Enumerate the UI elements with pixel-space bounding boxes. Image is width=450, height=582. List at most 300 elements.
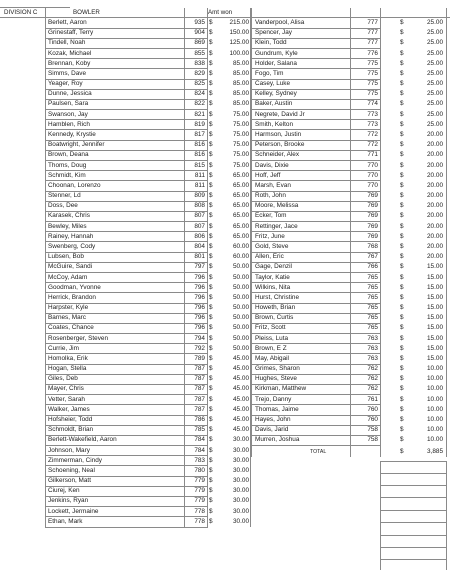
right-row	[0, 120, 450, 130]
amount-won: 125.00	[229, 39, 249, 47]
score: 769	[367, 212, 378, 220]
bowler-name: Berlett-Wakefield, Aaron	[48, 436, 117, 444]
dollar-sign: $	[209, 385, 213, 393]
bowler-name: Tindell, Noah	[48, 39, 86, 47]
bowler-name: Brennan, Koby	[48, 59, 91, 67]
dollar-sign: $	[209, 354, 213, 362]
dollar-sign: $	[209, 59, 213, 67]
bowler-name: Paulsen, Sara	[48, 100, 89, 108]
bowler-name: Brown, E Z	[255, 344, 287, 352]
score: 829	[194, 69, 205, 77]
amount-won: 65.00	[233, 171, 249, 179]
dollar-sign: $	[209, 497, 213, 505]
score: 769	[367, 202, 378, 210]
amount-won: 45.00	[233, 405, 249, 413]
score: 808	[194, 202, 205, 210]
bowler-name: Karasek, Chris	[48, 212, 90, 220]
score: 765	[367, 324, 378, 332]
division-label: DIVISION C	[4, 9, 38, 16]
bowler-name: Ethan, Mark	[48, 517, 83, 525]
amount-won: 30.00	[233, 487, 249, 495]
dollar-sign: $	[400, 49, 404, 57]
score: 768	[367, 242, 378, 250]
bowler-name: Wilkins, Nita	[255, 283, 291, 291]
dollar-sign: $	[209, 39, 213, 47]
right-row	[0, 384, 450, 394]
amount-won: 15.00	[427, 344, 443, 352]
bowler-name: Vetter, Sarah	[48, 395, 85, 403]
amount-won: 65.00	[233, 212, 249, 220]
bowler-name: Schneider, Alex	[255, 151, 300, 159]
dollar-sign: $	[400, 395, 404, 403]
empty-grid-rule	[380, 473, 446, 474]
left-col-divider	[184, 8, 185, 527]
score: 763	[367, 334, 378, 342]
empty-grid-rule	[380, 522, 446, 523]
right-row	[0, 435, 450, 445]
score: 801	[194, 253, 205, 261]
bowler-name: Schmoldt, Brian	[48, 426, 94, 434]
amount-won: 30.00	[233, 436, 249, 444]
amount-won: 10.00	[427, 416, 443, 424]
bowler-name: Mayer, Chris	[48, 385, 84, 393]
bowler-name: Thoms, Doug	[48, 161, 87, 169]
score: 778	[194, 507, 205, 515]
bowler-name: Murren, Joshua	[255, 436, 300, 444]
bowler-name: Smith, Kelton	[255, 120, 294, 128]
amount-won: 75.00	[233, 120, 249, 128]
score: 774	[367, 100, 378, 108]
dollar-sign: $	[209, 324, 213, 332]
right-row	[0, 171, 450, 181]
amount-won: 25.00	[427, 19, 443, 26]
amount-won: 25.00	[427, 39, 443, 47]
bowler-name: Herrick, Brandon	[48, 293, 96, 301]
right-row	[0, 344, 450, 354]
dollar-sign: $	[400, 375, 404, 383]
right-row	[0, 354, 450, 364]
dollar-sign: $	[209, 477, 213, 485]
amount-won: 65.00	[233, 222, 249, 230]
amount-won: 65.00	[233, 181, 249, 189]
dollar-sign: $	[400, 426, 404, 434]
bowler-name: Schmidt, Kim	[48, 171, 86, 179]
score: 794	[194, 334, 205, 342]
amount-won: 10.00	[427, 405, 443, 413]
score: 762	[367, 385, 378, 393]
bowler-name: Holder, Salana	[255, 59, 297, 67]
right-row	[0, 222, 450, 232]
right-row	[0, 334, 450, 344]
amount-won: 85.00	[233, 90, 249, 98]
dollar-sign: $	[400, 416, 404, 424]
bowler-name: Harmson, Justin	[255, 130, 302, 138]
dollar-sign: $	[400, 273, 404, 281]
score: 771	[367, 151, 378, 159]
dollar-sign: $	[400, 436, 404, 444]
dollar-sign: $	[209, 375, 213, 383]
score: 785	[194, 426, 205, 434]
score: 770	[367, 161, 378, 169]
bowler-name: Dunne, Jessica	[48, 90, 92, 98]
dollar-sign: $	[209, 222, 213, 230]
score: 776	[367, 49, 378, 57]
dollar-sign: $	[209, 283, 213, 291]
bowler-name: Davis, Dixie	[255, 161, 289, 169]
right-row	[0, 252, 450, 262]
amount-won: 45.00	[233, 416, 249, 424]
score: 775	[367, 59, 378, 67]
score: 760	[367, 405, 378, 413]
score: 762	[367, 375, 378, 383]
score: 777	[367, 29, 378, 37]
score: 758	[367, 426, 378, 434]
amount-won: 15.00	[427, 354, 443, 362]
score: 758	[367, 436, 378, 444]
score: 765	[367, 283, 378, 291]
bowler-name: Kozak, Michael	[48, 49, 92, 57]
amount-won: 30.00	[233, 517, 249, 525]
amount-won: 50.00	[233, 334, 249, 342]
bowler-name: Lubsen, Bob	[48, 253, 84, 261]
right-col-divider	[380, 8, 381, 457]
dollar-sign: $	[209, 365, 213, 373]
bowler-name: Vanderpool, Alisa	[255, 19, 305, 26]
right-row	[0, 415, 450, 425]
dollar-sign: $	[209, 314, 213, 322]
amount-won: 25.00	[427, 80, 443, 88]
left-row	[0, 466, 450, 476]
dollar-sign: $	[209, 242, 213, 250]
amount-won: 50.00	[233, 314, 249, 322]
amount-won: 45.00	[233, 375, 249, 383]
dollar-sign: $	[400, 161, 404, 169]
right-row	[0, 38, 450, 48]
right-row	[0, 273, 450, 283]
total-amount: 3,885	[427, 447, 443, 455]
bowler-name: Walker, James	[48, 405, 90, 413]
bowler-name: Davis, Jarid	[255, 426, 289, 434]
dollar-sign: $	[209, 192, 213, 200]
amount-won: 75.00	[233, 161, 249, 169]
amount-won: 15.00	[427, 334, 443, 342]
bowler-name: Currie, Jim	[48, 344, 79, 352]
bowler-name: Klein, Todd	[255, 39, 287, 47]
amount-won: 150.00	[229, 29, 249, 37]
score: 773	[367, 110, 378, 118]
score: 796	[194, 304, 205, 312]
bowler-name: Gundrum, Kyle	[255, 49, 298, 57]
amount-won: 85.00	[233, 100, 249, 108]
score: 780	[194, 466, 205, 474]
score: 796	[194, 324, 205, 332]
dollar-sign: $	[209, 456, 213, 464]
dollar-sign: $	[209, 171, 213, 179]
right-row	[0, 18, 450, 28]
dollar-sign: $	[400, 314, 404, 322]
score: 824	[194, 90, 205, 98]
bowler-name: McGuire, Sandi	[48, 263, 93, 271]
score: 775	[367, 80, 378, 88]
amount-won: 20.00	[427, 192, 443, 200]
header-top-rule	[0, 7, 70, 8]
score: 796	[194, 273, 205, 281]
amount-won: 10.00	[427, 395, 443, 403]
bowler-name: Homolka, Erik	[48, 354, 88, 362]
score: 779	[194, 477, 205, 485]
bowler-name: May, Abigail	[255, 354, 289, 362]
dollar-sign: $	[400, 324, 404, 332]
dollar-sign: $	[400, 19, 404, 26]
right-col-divider	[446, 8, 447, 457]
amount-won: 75.00	[233, 151, 249, 159]
bowler-name: Peterson, Brooke	[255, 141, 305, 149]
score: 787	[194, 365, 205, 373]
bowler-name: Howeth, Brian	[255, 304, 296, 312]
bowler-name: Grimes, Sharon	[255, 365, 300, 373]
amount-won: 215.00	[229, 19, 249, 26]
amount-won: 25.00	[427, 90, 443, 98]
amount-won: 25.00	[427, 120, 443, 128]
amount-won: 20.00	[427, 171, 443, 179]
bowler-name: Harpster, Kyle	[48, 304, 89, 312]
amount-won: 25.00	[427, 59, 443, 67]
score: 765	[367, 293, 378, 301]
dollar-sign: $	[209, 29, 213, 37]
amount-won: 85.00	[233, 80, 249, 88]
dollar-sign: $	[209, 69, 213, 77]
bowler-name: Kelley, Sydney	[255, 90, 297, 98]
dollar-sign: $	[400, 293, 404, 301]
dollar-sign: $	[209, 334, 213, 342]
score: 817	[194, 130, 205, 138]
amount-won: 30.00	[233, 456, 249, 464]
score: 904	[194, 29, 205, 37]
dollar-sign: $	[209, 161, 213, 169]
dollar-sign: $	[400, 171, 404, 179]
right-row	[0, 49, 450, 59]
dollar-sign: $	[209, 90, 213, 98]
empty-grid-rule	[380, 497, 446, 498]
score: 779	[194, 487, 205, 495]
score: 778	[194, 517, 205, 525]
dollar-sign: $	[400, 242, 404, 250]
bowler-name: Berlett, Aaron	[48, 19, 87, 26]
right-row	[0, 99, 450, 109]
bowler-name: Hughes, Steve	[255, 375, 297, 383]
amount-won: 50.00	[233, 273, 249, 281]
right-row	[0, 130, 450, 140]
amount-won: 10.00	[427, 436, 443, 444]
empty-grid-rule	[380, 547, 446, 548]
score: 772	[367, 141, 378, 149]
bowler-name: Zimmerman, Cindy	[48, 456, 102, 464]
amount-won: 15.00	[427, 324, 443, 332]
score: 796	[194, 283, 205, 291]
dollar-sign: $	[400, 69, 404, 77]
amount-won: 65.00	[233, 192, 249, 200]
empty-grid-left	[380, 461, 381, 570]
bowler-name: Trejo, Danny	[255, 395, 292, 403]
dollar-sign: $	[209, 253, 213, 261]
amount-won: 20.00	[427, 141, 443, 149]
amount-won: 50.00	[233, 304, 249, 312]
bowler-name: Marsh, Evan	[255, 181, 291, 189]
score: 825	[194, 80, 205, 88]
right-row	[0, 161, 450, 171]
dollar-sign: $	[400, 222, 404, 230]
amount-won: 15.00	[427, 314, 443, 322]
dollar-sign: $	[400, 39, 404, 47]
bowler-name: Kennedy, Krystie	[48, 130, 96, 138]
bowler-name: Casey, Luke	[255, 80, 291, 88]
amount-won: 15.00	[427, 283, 443, 291]
dollar-sign: $	[209, 507, 213, 515]
score: 816	[194, 141, 205, 149]
bowler-name: Fogo, Tim	[255, 69, 284, 77]
bowler-name: Hayes, John	[255, 416, 291, 424]
score: 792	[194, 344, 205, 352]
bowler-name: Swanson, Jay	[48, 110, 88, 118]
score: 806	[194, 232, 205, 240]
amount-won: 10.00	[427, 375, 443, 383]
dollar-sign: $	[209, 151, 213, 159]
dollar-sign: $	[209, 426, 213, 434]
right-row	[0, 283, 450, 293]
bowler-name: Hurst, Christine	[255, 293, 300, 301]
score: 761	[367, 395, 378, 403]
score: 869	[194, 39, 205, 47]
amount-won: 15.00	[427, 273, 443, 281]
dollar-sign: $	[209, 293, 213, 301]
dollar-sign: $	[209, 120, 213, 128]
score: 762	[367, 365, 378, 373]
amount-won: 30.00	[233, 507, 249, 515]
left-row	[0, 486, 450, 496]
score: 777	[367, 19, 378, 26]
amount-won: 75.00	[233, 130, 249, 138]
score: 769	[367, 222, 378, 230]
empty-grid-rule	[380, 485, 446, 486]
dollar-sign: $	[400, 181, 404, 189]
dollar-sign: $	[209, 273, 213, 281]
bowler-name: Fritz, Scott	[255, 324, 286, 332]
header-rule	[0, 17, 450, 18]
empty-grid-rule	[380, 510, 446, 511]
amount-won: 25.00	[427, 69, 443, 77]
right-row	[0, 303, 450, 313]
dollar-sign: $	[400, 212, 404, 220]
amount-won: 20.00	[427, 181, 443, 189]
right-row	[0, 89, 450, 99]
amount-won: 20.00	[427, 202, 443, 210]
amount-won: 100.00	[229, 49, 249, 57]
dollar-sign: $	[209, 304, 213, 312]
score: 796	[194, 293, 205, 301]
score: 775	[367, 90, 378, 98]
right-row	[0, 313, 450, 323]
score: 822	[194, 100, 205, 108]
bowler-name: Lockett, Jermaine	[48, 507, 99, 515]
bowler-name: Roth, John	[255, 192, 286, 200]
right-row	[0, 181, 450, 191]
bowler-name: Doss, Dee	[48, 202, 78, 210]
dollar-sign: $	[400, 110, 404, 118]
amount-won: 15.00	[427, 263, 443, 271]
score: 787	[194, 375, 205, 383]
empty-grid-top	[380, 461, 446, 462]
dollar-sign: $	[209, 110, 213, 118]
bowler-name: Schoening, Neal	[48, 466, 95, 474]
amount-won: 45.00	[233, 385, 249, 393]
score: 763	[367, 354, 378, 362]
right-row	[0, 232, 450, 242]
amount-won: 85.00	[233, 69, 249, 77]
bowler-name: Jenkins, Ryan	[48, 497, 89, 505]
dollar-sign: $	[400, 304, 404, 312]
bowler-name: Rosenberger, Steven	[48, 334, 109, 342]
bowler-name: Rainey, Hannah	[48, 232, 94, 240]
dollar-sign: $	[209, 130, 213, 138]
dollar-sign: $	[209, 232, 213, 240]
score: 789	[194, 354, 205, 362]
dollar-sign: $	[209, 100, 213, 108]
bowler-name: Allen, Eric	[255, 253, 284, 261]
score: 763	[367, 344, 378, 352]
bowler-name: Giles, Deb	[48, 375, 78, 383]
score: 777	[367, 39, 378, 47]
right-row	[0, 425, 450, 435]
score: 935	[194, 19, 205, 26]
dollar-sign: $	[209, 436, 213, 444]
bowler-name: Hoff, Jeff	[255, 171, 281, 179]
score: 787	[194, 385, 205, 393]
dollar-sign: $	[400, 344, 404, 352]
right-row	[0, 140, 450, 150]
amount-won: 50.00	[233, 263, 249, 271]
dollar-sign: $	[400, 120, 404, 128]
dollar-sign: $	[209, 80, 213, 88]
amount-won: 30.00	[233, 477, 249, 485]
amount-won: 60.00	[233, 242, 249, 250]
score: 775	[367, 69, 378, 77]
dollar-sign: $	[400, 90, 404, 98]
bowler-name: Johnson, Mary	[48, 446, 90, 454]
dollar-sign: $	[400, 334, 404, 342]
total-dollar-sign: $	[400, 447, 404, 455]
amount-won: 20.00	[427, 212, 443, 220]
amount-won: 50.00	[233, 293, 249, 301]
right-row	[0, 364, 450, 374]
amount-won: 65.00	[233, 202, 249, 210]
score: 784	[194, 446, 205, 454]
dollar-sign: $	[209, 487, 213, 495]
dollar-sign: $	[400, 283, 404, 291]
dollar-sign: $	[400, 385, 404, 393]
dollar-sign: $	[209, 19, 213, 26]
amount-won: 85.00	[233, 59, 249, 67]
bowler-header: BOWLER	[73, 9, 100, 16]
right-row	[0, 28, 450, 38]
score: 809	[194, 192, 205, 200]
bowler-name: Fritz, June	[255, 232, 285, 240]
score: 766	[367, 263, 378, 271]
right-row	[0, 242, 450, 252]
right-row	[0, 59, 450, 69]
dollar-sign: $	[209, 446, 213, 454]
amount-won: 20.00	[427, 161, 443, 169]
dollar-sign: $	[400, 192, 404, 200]
